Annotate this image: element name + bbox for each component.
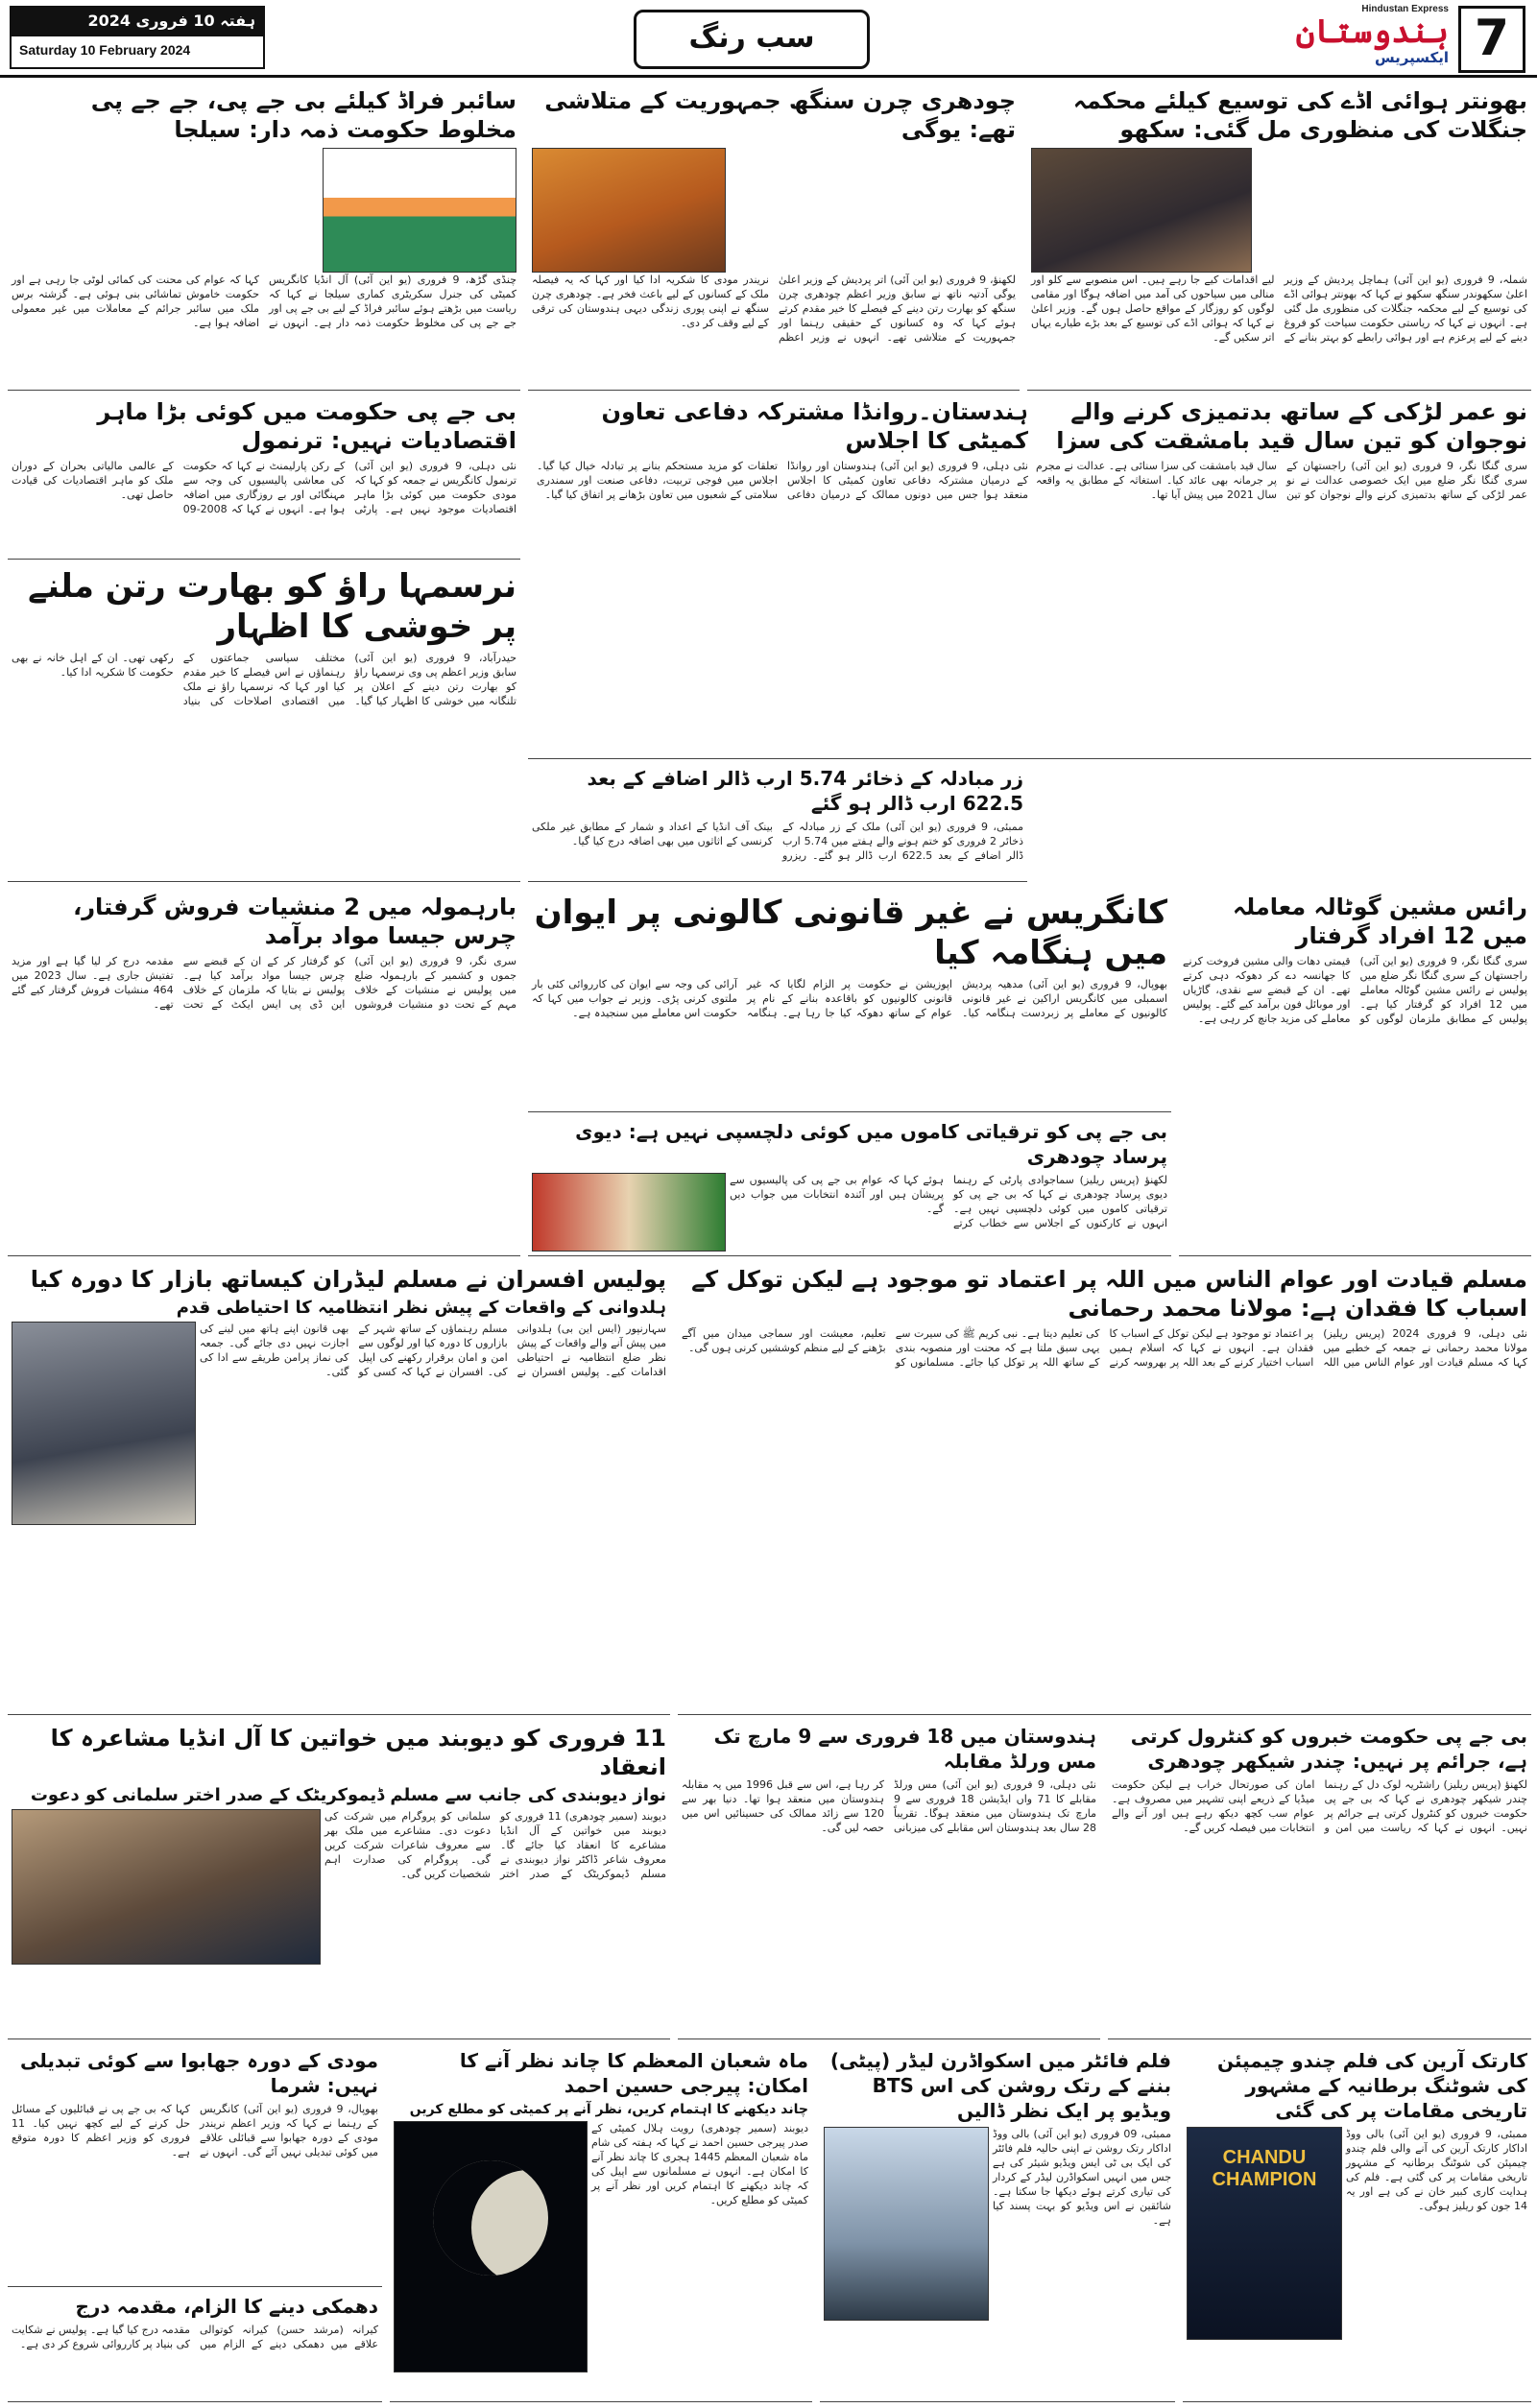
article-modi-jhabua (8, 2046, 382, 2287)
photo-yogi (532, 148, 726, 273)
photo-moon (394, 2121, 588, 2372)
article-body: دیوبند (سمیر چودھری) 11 فروری کو دیوبند میں خواتین کے آل انڈیا مشاعرے کا انعقاد کیا جائے گا۔ معروف شاعر ڈاکٹر نواز دیوبندی نے مسلم ڈیموکریٹک کے صدر اختر سلمانی کو پروگرام میں شرکت کی دعوت دی۔ مشاعرے میں ملک بھر سے معروف شاعرات شرکت کریں گی۔ پروگرام کی صدارت اہم شخصیات کریں گی۔ (324, 1810, 666, 1880)
article-body: شملہ، 9 فروری (یو این آئی) ہماچل پردیش کے وزیر اعلیٰ سکھوندر سنگھ سکھو نے کہا کہ بھونتر ہوائی اڈے کی توسیع کے لیے محکمہ جنگلات کی منظوری مل گئی ہے۔ انہوں نے کہا کہ ریاستی حکومت سیاحت کو فروغ دینے کے لیے پرعزم ہے اور ہوائی رابطے کو بہتر بنانے کے لیے اقدامات کیے جا رہے ہیں۔ اس منصوبے سے کلو اور منالی میں سیاحوں کی آمد میں اضافہ ہوگا اور مقامی لوگوں کو روزگار کے مواقع حاصل ہوں گے۔ وزیر اعلیٰ نے کہا کہ ہوائی اڈے کی توسیع کے بعد بڑے طیارے یہاں اتر سکیں گے۔ (1031, 274, 1527, 344)
headline: ماہ شعبان المعظم کا چاند نظر آنے کا امکان: پیرجی حسین احمد (459, 2049, 808, 2097)
headline: ہندستان۔روانڈا مشترکہ دفاعی تعاون کمیٹی کا اجلاس (601, 398, 1028, 454)
headline: زر مبادلہ کے ذخائر 5.74 ارب ڈالر اضافے کے بعد 622.5 ارب ڈالر ہو گئے (587, 767, 1023, 815)
article-body: سری نگر، 9 فروری (یو این آئی) جموں و کشمیر کے بارہمولہ ضلع میں پولیس نے منشیات کے خلاف مہم کے تحت دو منشیات فروشوں کو گرفتار کر کے ان کے قبضے سے چرس جیسا مواد برآمد کیا ہے۔ پولیس نے بتایا کہ ملزمان کے خلاف این ڈی پی ایس ایکٹ کے تحت مقدمہ درج کر لیا گیا ہے اور مزید تفتیش جاری ہے۔ سال 2023 میں 464 منشیات فروش گرفتار کیے گئے تھے۔ (12, 955, 516, 1011)
article-narasimha-rao (8, 564, 520, 882)
photo-invitation (12, 1809, 321, 1965)
poster-title: CHANDU CHAMPION (1212, 2147, 1317, 2190)
photo-sukhu (1031, 148, 1252, 273)
subheadline: ہلدوانی کے واقعات کے پیش نظر انتظامیہ کا احتیاطی قدم (176, 1298, 666, 1318)
article-body: بھوپال، 9 فروری (یو این آئی) کانگریس کے رہنما نے کہا کہ وزیر اعظم نریندر مودی کے دورہ جھابوا سے قبائلی علاقے میں کوئی تبدیلی نہیں آئے گی۔ انہوں نے کہا کہ بی جے پی نے قبائلیوں کے مسائل حل کرنے کے لیے کچھ نہیں کیا۔ 11 فروری کو وزیر اعظم کا دورہ متوقع ہے۔ (12, 2103, 378, 2158)
article-body: لکھنؤ (پریس ریلیز) سماجوادی پارٹی کے رہنما دیوی پرساد چودھری نے کہا کہ بی جے پی کو ترقیاتی کاموں میں کوئی دلچسپی نہیں ہے۔ انہوں نے کارکنوں کے اجلاس سے خطاب کرتے ہوئے کہا کہ عوام بی جے پی کی پالیسیوں سے پریشان ہیں اور آئندہ انتخابات میں جواب دیں گے۔ (730, 1174, 1167, 1229)
article-body: سری گنگا نگر، 9 فروری (یو این آئی) راجستھان کے سری گنگا نگر ضلع میں پولیس نے رائس مشین گوٹالہ معاملے میں 12 افراد کو گرفتار کیا ہے۔ پولیس کے مطابق ملزمان لوگوں کو قیمتی دھات والی مشین فروخت کرنے کا جھانسہ دے کر دھوکہ دہی کرتے تھے۔ ان کے قبضے سے نقدی، گاڑیاں اور موبائل فون برآمد کیے گئے۔ پولیس معاملے کی مزید جانچ کر رہی ہے۔ (1183, 955, 1528, 1025)
article-body: نئی دہلی، 9 فروری (یو این آئی) مس ورلڈ مقابلے کا 71 واں ایڈیشن 18 فروری سے 9 مارچ تک ہندوستان میں منعقد ہوگا۔ تقریباً 28 سال بعد ہندوستان اس مقابلے کی میزبانی کر رہا ہے، اس سے قبل 1996 میں یہ مقابلہ ہندوستان میں منعقد ہوا تھا۔ دنیا بھر سے 120 سے زائد ممالک کی حسینائیں اس میں حصہ لیں گی۔ (682, 1778, 1096, 1834)
article-threat-case (8, 2292, 382, 2402)
article-body: ممبئی، 9 فروری (یو این آئی) بالی ووڈ اداکار کارتک آرین کی آنے والی فلم چندو چیمپئن کی شوٹنگ برطانیہ کے مشہور تاریخی مقامات پر کی گئی ہے۔ فلم کی ہدایت کاری کبیر خان نے کی ہے اور یہ 14 جون کو ریلیز ہوگی۔ (1346, 2128, 1527, 2212)
headline: مودی کے دورہ جھابوا سے کوئی تبدیلی نہیں: شرما (19, 2049, 378, 2097)
headline: مسلم قیادت اور عوام الناس میں اللہ پر اعتماد تو موجود ہے لیکن توکل کے اسباب کا فقدان ہے: مولانا محمد رحمانی (691, 1266, 1527, 1322)
subheadline: نواز دیوبندی کی جانب سے مسلم ڈیموکریٹک کے صدر اختر سلمانی کو دعوت (30, 1785, 666, 1805)
headline: نو عمر لڑکی کے ساتھ بدتمیزی کرنے والے نوجوان کو تین سال قید بامشقت کی سزا (1056, 398, 1527, 454)
article-charan-singh (528, 84, 1020, 391)
article-body: ممبئی، 09 فروری (یو این آئی) بالی ووڈ اداکار رتک روشن نے اپنی حالیہ فلم فائٹر کی ایک بی ٹی ایس ویڈیو شیئر کی ہے جس میں انہیں اسکواڈرن لیڈر کے کردار کی تیاری کرتے ہوئے دیکھا جا سکتا ہے۔ شائقین نے اس ویڈیو کو بہت پسند کیا ہے۔ (993, 2128, 1171, 2227)
article-congress-colony (528, 891, 1171, 1112)
article-court-rwanda (528, 395, 1531, 759)
article-miss-world (678, 1722, 1100, 2039)
photo-selja (323, 148, 516, 273)
date-english: Saturday 10 February 2024 (19, 42, 191, 58)
date-urdu: ہفتہ 10 فروری 2024 (12, 8, 263, 36)
moon-icon (433, 2160, 548, 2276)
headline: چودھری چرن سنگھ جمہوریت کے متلاشی تھے: یوگی (544, 87, 1016, 143)
photo-police-leaders (12, 1322, 196, 1525)
headline: کارتک آرین کی فلم چندو چیمپئن کی شوٹنگ برطانیہ کے مشہور تاریخی مقامات پر کی گئی (1216, 2049, 1527, 2122)
article-body: دیوبند (سمیر چودھری) رویت ہلال کمیٹی کے صدر پیرجی حسین احمد نے کہا کہ ہفتہ کی شام ماہ شعبان المعظم 1445 ہجری کا چاند نظر آنے کا امکان ہے۔ انہوں نے مسلمانوں سے اپیل کی کہ چاند دیکھنے کا اہتمام کریں اور نظر آنے پر کمیٹی کو مطلع کریں۔ (591, 2122, 808, 2206)
article-tawakkul (678, 1263, 1531, 1715)
article-body: ممبئی، 9 فروری (یو این آئی) ملک کے زر مبادلہ کے ذخائر 2 فروری کو ختم ہونے والے ہفتے میں 5.74 ارب ڈالر اضافے کے بعد 622.5 ارب ڈالر ہو گئے۔ ریزرو بینک آف انڈیا کے اعداد و شمار کے مطابق غیر ملکی کرنسی کے اثاثوں میں بھی اضافہ درج کیا گیا۔ (532, 821, 1024, 862)
article-economist (8, 395, 520, 560)
article-body: سری گنگا نگر، 9 فروری (یو این آئی) راجستھان کے سری گنگا نگر ضلع میں ایک خصوصی عدالت نے نو عمر لڑکی کے ساتھ بدتمیزی کرنے والے نوجوان کو تین سال قید بامشقت کی سزا سنائی ہے۔ عدالت نے مجرم پر جرمانہ بھی عائد کیا۔ استغاثہ کے مطابق یہ واقعہ سال 2021 میں پیش آیا تھا۔ (1036, 460, 1527, 501)
article-body: لکھنؤ (پریس ریلیز) راشٹریہ لوک دل کے رہنما چندر شیکھر چودھری نے کہا کہ بی جے پی حکومت خبروں کو کنٹرول کرتی ہے جرائم پر نہیں۔ انہوں نے کہا کہ ریاست میں امن و امان کی صورتحال خراب ہے لیکن حکومت میڈیا کے ذریعے اپنی تشہیر میں مصروف ہے۔ عوام سب کچھ دیکھ رہے ہیں اور آنے والے انتخابات میں فیصلہ کریں گے۔ (1112, 1778, 1527, 1834)
page-number: 7 (1458, 6, 1525, 73)
headline: ہندوستان میں 18 فروری سے 9 مارچ تک مس ورلڈ مقابلہ (713, 1725, 1096, 1773)
article-body: سہارنپور (ایس این بی) ہلدوانی میں پیش آنے والے واقعات کے پیش نظر ضلع انتظامیہ نے احتیاطی اقدامات کیے۔ پولیس افسران نے مسلم رہنماؤں کے ساتھ شہر کے بازاروں کا دورہ کیا اور لوگوں سے امن و امان برقرار رکھنے کی اپیل کی۔ افسران نے کہا کہ کسی کو بھی قانون اپنے ہاتھ میں لینے کی اجازت نہیں دی جائے گی۔ جمعہ کی نماز پرامن طریقے سے ادا کی گئی۔ (200, 1323, 666, 1378)
article-body: نئی دہلی، 9 فروری (یو این آئی) ہندوستان اور روانڈا کے درمیان مشترکہ دفاعی تعاون کمیٹی کا اجلاس منعقد ہوا جس میں دونوں ممالک کے درمیان دفاعی تعلقات کو مزید مستحکم بنانے پر تبادلہ خیال کیا گیا۔ اجلاس میں فوجی تربیت، دفاعی صنعت اور سمندری سلامتی کے شعبوں میں تعاون بڑھانے پر اتفاق کیا گیا۔ (537, 460, 1028, 501)
article-airport (1027, 84, 1531, 391)
article-baramulla (8, 891, 520, 1256)
brand-sub: ایکسپریس (1374, 49, 1449, 66)
subheadline: چاند دیکھنے کا اہتمام کریں، نظر آنے پر کمیٹی کو مطلع کریں (409, 2102, 808, 2117)
article-body: حیدرآباد، 9 فروری (یو این آئی) سابق وزیر اعظم پی وی نرسمہا راؤ کو بھارت رتن دینے کے اعلان پر تلنگانہ میں خوشی کا اظہار کیا گیا۔ مختلف سیاسی جماعتوں کے رہنماؤں نے اس فیصلے کا خیر مقدم کیا اور کہا کہ نرسمہا راؤ نے ملک میں اقتصادی اصلاحات کی بنیاد رکھی تھی۔ ان کے اہل خانہ نے بھی حکومت کا شکریہ ادا کیا۔ (12, 652, 517, 707)
brand-name: ہندوستان (1295, 12, 1449, 51)
article-mushaira (8, 1722, 670, 2039)
masthead (0, 0, 1537, 78)
headline: نرسمہا راؤ کو بھارت رتن ملنے پر خوشی کا اظہار (28, 567, 516, 646)
article-body: لکھنؤ، 9 فروری (یو این آئی) اتر پردیش کے وزیر اعلیٰ یوگی آدتیہ ناتھ نے سابق وزیر اعظم چودھری چرن سنگھ کو بھارت رتن دینے کے فیصلے کا خیر مقدم کرتے ہوئے کہا کہ وہ کسانوں کے حقیقی رہنما اور جمہوریت کے متلاشی تھے۔ انہوں نے وزیر اعظم نریندر مودی کا شکریہ ادا کیا اور کہا کہ یہ فیصلہ ملک کے کسانوں کے لیے باعث فخر ہے۔ چودھری چرن سنگھ نے اپنی پوری زندگی دیہی ہندوستان کی ترقی کے لیے وقف کر دی۔ (532, 274, 1017, 344)
section-title: سب رنگ (634, 10, 870, 69)
article-body: بھوپال، 9 فروری (یو این آئی) مدھیہ پردیش اسمبلی میں کانگریس اراکین نے غیر قانونی کالونیوں کے معاملے پر زبردست ہنگامہ کیا۔ اپوزیشن نے حکومت پر الزام لگایا کہ غیر قانونی کالونیوں کو باقاعدہ بنانے کے نام پر عوام کے ساتھ دھوکہ کیا جا رہا ہے۔ ہنگامہ آرائی کی وجہ سے ایوان کی کارروائی کئی بار ملتوی کرنی پڑی۔ وزیر نے جواب میں کہا کہ حکومت اس معاملے میں سنجیدہ ہے۔ (532, 978, 1167, 1019)
article-body: کیرانہ (مرشد حسن) کیرانہ کوتوالی علاقے میں دھمکی دینے کے الزام میں مقدمہ درج کیا گیا ہے۔ پولیس نے شکایت کی بنیاد پر کارروائی شروع کر دی ہے۔ (12, 2324, 378, 2350)
headline: کانگریس نے غیر قانونی کالونی پر ایوان میں ہنگامہ کیا (534, 894, 1167, 972)
article-shaban-moon (390, 2046, 812, 2402)
photo-hrithik (824, 2127, 989, 2321)
brand-english: Hindustan Express (1361, 4, 1449, 14)
article-forex (528, 764, 1027, 882)
headline: فلم فائٹر میں اسکواڈرن لیڈر (پیٹی) بننے کے رتک روشن کی اس BTS ویڈیو پر ایک نظر ڈالیں (829, 2049, 1171, 2122)
photo-event (532, 1173, 726, 1252)
article-cyber-fraud (8, 84, 520, 391)
headline: بی جے پی کو ترقیاتی کاموں میں کوئی دلچسپی نہیں ہے: دیوی پرساد چودھری (575, 1120, 1167, 1168)
article-devi-prasad (528, 1117, 1171, 1256)
headline: رائس مشین گوٹالہ معاملہ میں 12 افراد گرفتار (1233, 894, 1527, 949)
headline: بی جے پی حکومت میں کوئی بڑا ماہر اقتصادیات نہیں: ترنمول (97, 398, 516, 454)
headline: دھمکی دینے کا الزام، مقدمہ درج (75, 2295, 378, 2318)
brand-logo (1209, 4, 1449, 69)
headline: سائبر فراڈ کیلئے بی جے پی، جے جے پی مخلوط حکومت ذمہ دار: سیلجا (90, 87, 516, 143)
article-police-market (8, 1263, 670, 1715)
headline: پولیس افسران نے مسلم لیڈران کیساتھ بازار کا دورہ کیا (30, 1266, 666, 1293)
article-body: نئی دہلی، 9 فروری (یو این آئی) ترنمول کانگریس نے جمعہ کو کہا کہ مودی حکومت میں کوئی بڑا ماہر اقتصادیات موجود نہیں ہے۔ پارٹی کے رکن پارلیمنٹ نے کہا کہ حکومت کی معاشی پالیسیوں کی وجہ سے مہنگائی اور بے روزگاری میں اضافہ ہوا ہے۔ انہوں نے کہا کہ 2008-09 کے عالمی مالیاتی بحران کے دوران ملک کو ماہر اقتصادیات کی قیادت حاصل تھی۔ (12, 460, 517, 515)
article-rice-machine (1179, 891, 1531, 1256)
photo-chandu-poster (1187, 2127, 1342, 2340)
headline: بھونتر ہوائی اڈے کی توسیع کیلئے محکمہ جنگلات کی منظوری مل گئی: سکھو (1072, 87, 1527, 143)
article-chandrashekhar (1108, 1722, 1531, 2039)
headline: 11 فروری کو دیوبند میں خواتین کا آل انڈیا مشاعرہ کا انعقاد (50, 1725, 666, 1780)
date-box (10, 6, 265, 69)
article-body: نئی دہلی، 9 فروری 2024 (پریس ریلیز) مولانا محمد رحمانی نے جمعہ کے خطبے میں کہا کہ مسلم قیادت اور عوام الناس میں اللہ پر اعتماد تو موجود ہے لیکن توکل کے اسباب کا فقدان ہے۔ انہوں نے کہا کہ اسلام ہمیں اسباب اختیار کرنے کے بعد اللہ پر بھروسہ کرنے کی تعلیم دیتا ہے۔ نبی کریم ﷺ کی سیرت سے یہی سبق ملتا ہے کہ محنت اور منصوبہ بندی کے ساتھ اللہ پر توکل کیا جائے۔ مسلمانوں کو تعلیم، معیشت اور سماجی میدان میں آگے بڑھنے کے لیے منظم کوششیں کرنی ہوں گی۔ (682, 1327, 1527, 1369)
article-fighter-bts (820, 2046, 1175, 2402)
headline: بی جے پی حکومت خبروں کو کنٹرول کرتی ہے، جرائم پر نہیں: چندر شیکھر چودھری (1130, 1725, 1527, 1773)
article-body: چنڈی گڑھ، 9 فروری (یو این آئی) آل انڈیا کانگریس کمیٹی کی جنرل سکریٹری کماری سیلجا نے کہا کہ ریاست میں بڑھتے ہوئے سائبر فراڈ کے لیے بی جے پی اور جے جے پی کی مخلوط حکومت ذمہ دار ہے۔ انہوں نے کہا کہ عوام کی محنت کی کمائی لوٹی جا رہی ہے اور حکومت خاموش تماشائی بنی ہوئی ہے۔ گزشتہ برس ملک میں سائبر جرائم کے معاملات میں غیر معمولی اضافہ ہوا ہے۔ (12, 274, 516, 329)
headline: بارہمولہ میں 2 منشیات فروش گرفتار، چرس جیسا مواد برآمد (73, 894, 516, 949)
article-chandu-champion (1183, 2046, 1531, 2402)
